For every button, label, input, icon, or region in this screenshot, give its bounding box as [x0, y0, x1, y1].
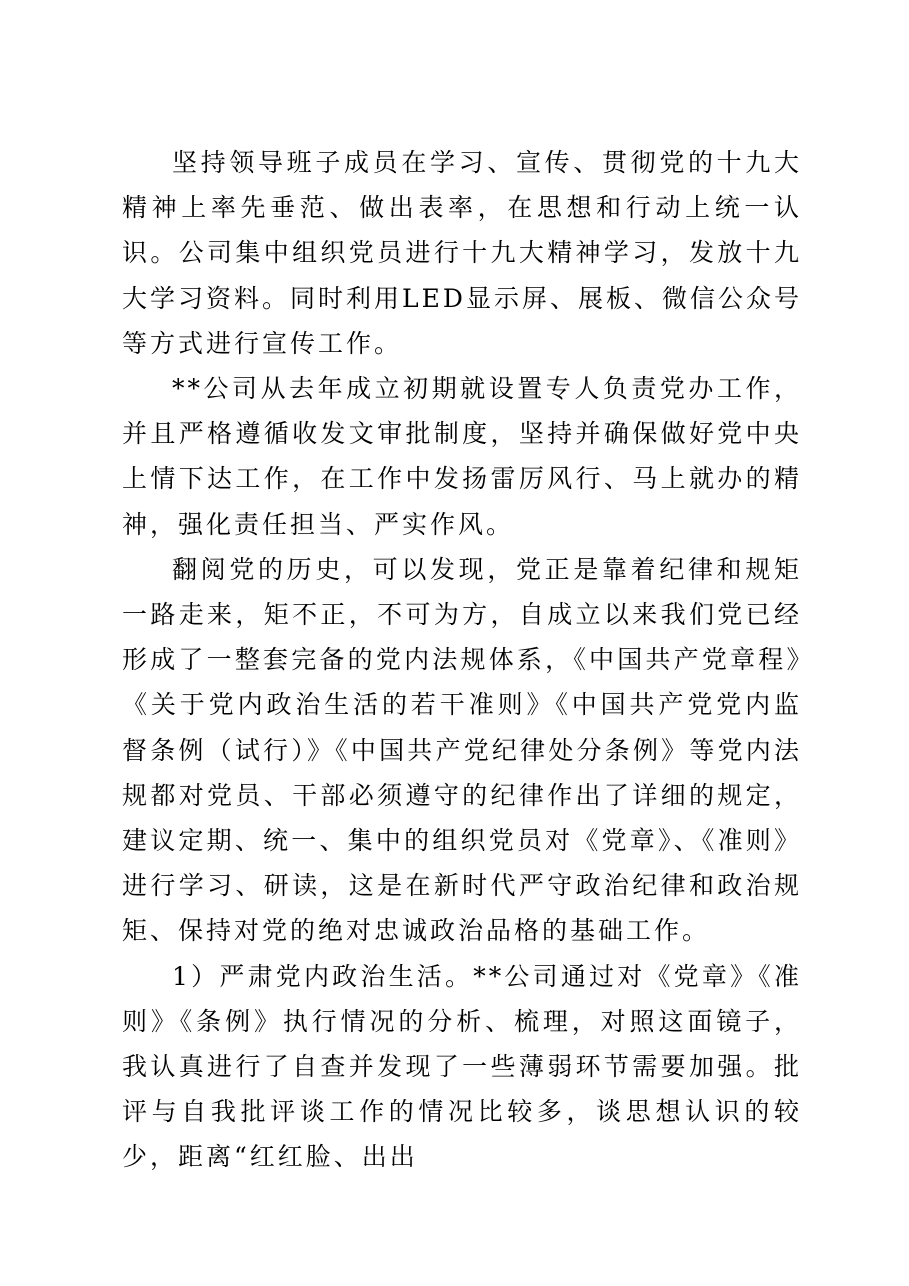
paragraph-political-life: 1）严肃党内政治生活。**公司通过对《党章》《准则》《条例》执行情况的分析、梳理，对照这面镜子，我认真进行了自查并发现了一些薄弱环节需要加强。批评与自我批评谈工作的情况比较多，谈思想认识的较少，距离“红红脸、出出: [122, 961, 802, 1172]
document-body: [122, 140, 802, 1180]
paragraph-party-history: 翻阅党的历史，可以发现，党正是靠着纪律和规矩一路走来，矩不正，不可为方，自成立以来我们党已经形成了一整套完备的党内法规体系，《中国共产党章程》《关于党内政治生活的若干准则》《中国共产党党内监督条例（试行）》《中国共产党纪律处分条例》等党内法规都对党员、干部必须遵守的纪律作出了详细的规定，建议定期、统一、集中的组织党员对《党章》、《准则》进行学习、研读，这是在新时代严守政治纪律和政治规矩、保持对党的绝对忠诚政治品格的基础工作。: [122, 554, 802, 946]
paragraph-leadership-study: 坚持领导班子成员在学习、宣传、贯彻党的十九大精神上率先垂范、做出表率，在思想和行动上统一认识。公司集中组织党员进行十九大精神学习，发放十九大学习资料。同时利用LED显示屏、展板、微信公众号等方式进行宣传工作。: [122, 148, 802, 358]
paragraph-party-office: **公司从去年成立初期就设置专人负责党办工作，并且严格遵循收发文审批制度，坚持并确保做好党中央上情下达工作，在工作中发扬雷厉风行、马上就办的精神，强化责任担当、严实作风。: [122, 374, 802, 539]
